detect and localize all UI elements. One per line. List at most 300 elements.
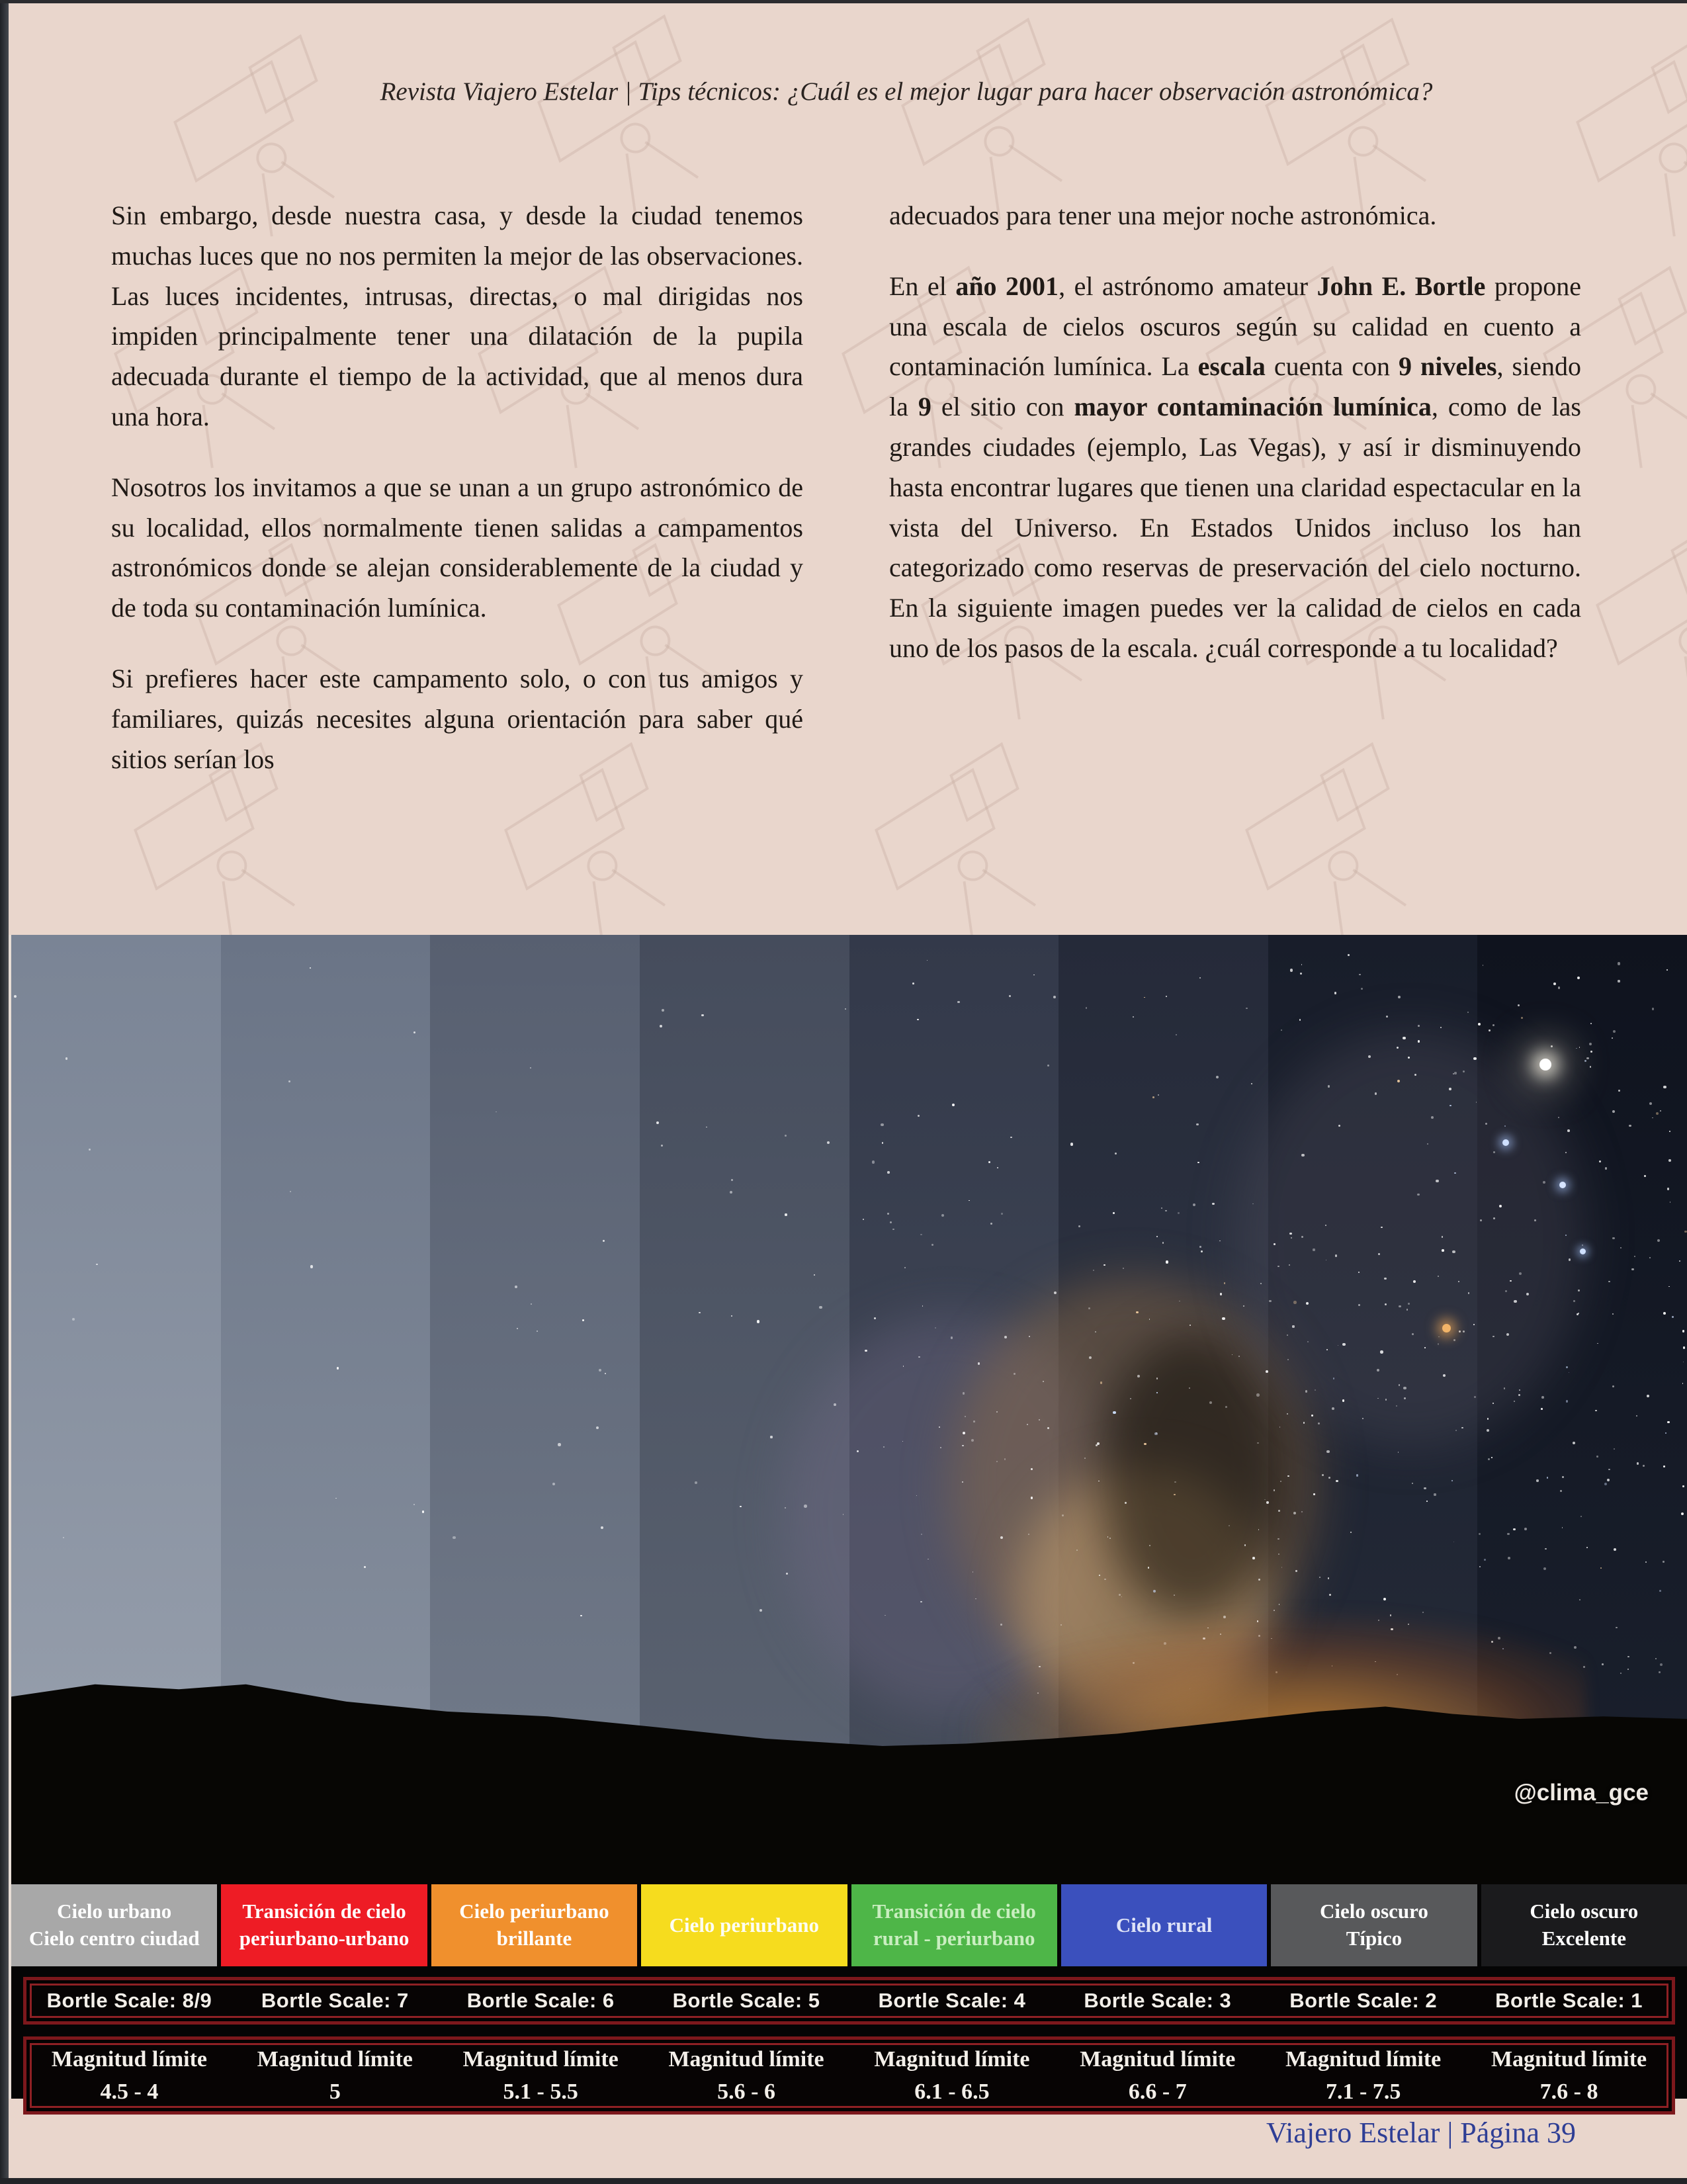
star [1440,1027,1442,1028]
star [730,1191,732,1194]
star [973,1420,975,1422]
star [1620,1247,1622,1248]
star [1579,1599,1580,1600]
star [531,1303,532,1305]
star [1449,1105,1451,1106]
star [1543,1567,1546,1570]
star [1489,1029,1490,1031]
magnitude-value: 5.6 - 6 [717,2079,775,2104]
star [1256,1393,1259,1396]
star [310,1265,313,1268]
star [1643,1465,1645,1467]
star [1384,1278,1386,1280]
star [1629,1125,1631,1127]
star [1099,1575,1100,1576]
star [1492,1024,1494,1026]
star [1098,1481,1100,1482]
star [941,1214,944,1217]
star [918,1115,920,1117]
star [582,1319,585,1322]
star [988,1161,990,1163]
star [1454,1072,1456,1074]
star [1612,1237,1615,1240]
star [1190,1325,1191,1326]
star [1399,1384,1401,1386]
star [1281,1567,1283,1568]
magnitude-value: 7.1 - 7.5 [1326,2079,1401,2104]
star [1289,1233,1292,1235]
star [1668,1159,1671,1162]
star [1219,1241,1221,1242]
star [1301,1511,1303,1512]
star [1468,1292,1469,1293]
star [1473,1057,1476,1060]
star [1322,1474,1324,1476]
star [1566,1366,1568,1368]
star [1404,1397,1406,1399]
bortle-scale-cell-5: Bortle Scale: 4 [878,1989,1026,2012]
star [1534,1219,1536,1221]
star [1569,1372,1570,1374]
star [1663,1561,1664,1562]
star [1473,1324,1475,1325]
star [1492,1403,1494,1404]
star [1300,973,1302,975]
star [1305,1390,1308,1393]
star [1119,1594,1121,1596]
star [1618,980,1620,982]
star [1589,1043,1592,1045]
star [1637,1462,1639,1465]
star [952,1104,955,1106]
star [963,1392,965,1394]
star [1027,1424,1028,1425]
star [1029,1336,1030,1337]
category-label-line: Típico [1346,1927,1403,1950]
star [337,1367,339,1370]
star [1576,1048,1577,1049]
star [1244,1544,1246,1546]
star [1649,1102,1652,1105]
star [1161,1207,1163,1209]
bortle-scale-cell-3: Bortle Scale: 6 [466,1989,615,2012]
bortle-scale-cell-4: Bortle Scale: 5 [672,1989,820,2012]
star [453,1536,455,1539]
star [1453,1339,1455,1341]
star [1166,996,1167,997]
star [1616,1627,1617,1628]
star [1454,1172,1456,1174]
magnitude-limit-cell-1 [26,2043,232,2109]
star [1647,1395,1649,1397]
star [699,1312,701,1314]
magnitude-limit-cell-6 [1055,2043,1260,2109]
star [1434,1493,1436,1495]
star [530,1067,531,1069]
star [1573,1300,1575,1302]
star [1670,1201,1671,1203]
star [1287,1413,1288,1415]
star [335,1498,337,1499]
star [903,1366,904,1367]
star [1618,1090,1620,1091]
star [1014,1373,1016,1375]
star [1269,1300,1271,1302]
star [1325,1225,1326,1226]
star [1238,1356,1240,1357]
star [1519,1272,1522,1275]
star [916,1495,918,1497]
star [1358,1304,1360,1306]
star [1130,1398,1131,1399]
magnitude-value: 5 [329,2079,341,2104]
star [962,1481,963,1482]
star [496,1112,497,1113]
star [1220,1293,1222,1295]
star [1125,1502,1127,1504]
star [1104,1579,1106,1581]
magnitude-value: 6.6 - 7 [1128,2079,1187,2104]
star [1335,1254,1337,1256]
star [1033,975,1035,976]
star [1156,1236,1158,1237]
sky-category-cell-7 [1271,1884,1477,1966]
star [1216,1076,1219,1078]
star [1582,1245,1583,1246]
star [881,1123,883,1126]
star [1612,1037,1613,1039]
star [1306,1302,1309,1305]
star [1385,1399,1387,1401]
star [1406,1309,1408,1310]
star [1222,1317,1225,1320]
star [786,1573,788,1575]
star [1326,1349,1328,1350]
star [1196,1123,1198,1125]
star [1487,1429,1489,1432]
star [1144,1443,1146,1445]
star [1485,1123,1487,1125]
star [1408,1057,1410,1059]
star [1682,1330,1685,1332]
star [902,1441,904,1442]
star [1413,1280,1416,1283]
star [1424,1347,1426,1348]
star [759,1609,762,1612]
star [1565,1152,1567,1153]
star [1656,1112,1659,1115]
star [1478,1023,1481,1026]
star [1602,1663,1604,1665]
star [1573,1442,1575,1444]
star [978,1362,980,1364]
star [990,1223,992,1225]
star [1318,1422,1320,1424]
star [1336,1480,1338,1482]
star [1342,1343,1345,1346]
star [1174,1594,1175,1596]
star [1590,1051,1592,1053]
star [1399,1305,1401,1308]
star [1579,1047,1580,1048]
star [601,1526,603,1529]
star [975,1598,976,1599]
star [1386,1016,1388,1018]
star [1504,1125,1506,1127]
star [1123,1268,1124,1269]
star [1178,1212,1179,1213]
star [63,1537,64,1538]
star [1039,1419,1040,1420]
category-label-line: Transición de cielo [242,1900,406,1923]
star [1010,1137,1012,1139]
star [1274,1243,1276,1245]
category-label-line: Cielo periurbano [669,1913,820,1937]
star [1644,1175,1645,1176]
paragraph: Nosotros los invitamos a que se unan a un grupo astronómico de su localidad, ellos normalmente tienen salidas a campamentos astronómicos donde se alejan considerablemente de la ciudad y de toda su contaminación lumínica. [111,472,803,623]
star [1649,1257,1651,1258]
category-label-line: Transición de cielo [872,1900,1036,1923]
star [1149,1545,1150,1546]
star [1383,1598,1386,1600]
star [935,1327,937,1329]
magnitude-label: Magnitud límite [462,2046,619,2072]
bortle-scale-cell-2: Bortle Scale: 7 [261,1989,409,2012]
star [1266,1370,1268,1373]
star [1514,1300,1516,1303]
page-footer: Viajero Estelar | Página 39 [1266,2117,1576,2149]
star [843,1514,844,1515]
star [1596,1456,1598,1457]
star [834,1403,836,1406]
star [1103,1264,1105,1266]
star [1252,1557,1255,1559]
star [969,1200,970,1201]
star [1412,1333,1414,1335]
star [1408,1303,1410,1305]
star [1224,1282,1225,1284]
category-label-line: Cielo periurbano [459,1900,609,1923]
star [1645,1561,1647,1563]
star [1326,1260,1327,1261]
star [1507,1533,1510,1536]
bortle-scale-row [23,1977,1675,2025]
star [1158,1094,1159,1096]
photo-credit: @clima_gce [1514,1780,1649,1806]
magnitude-label: Magnitud límite [1285,2046,1442,2072]
star [940,1447,941,1448]
star [922,1305,923,1306]
star [1504,1387,1506,1389]
star [1560,1490,1562,1492]
sky-category-cell-4 [641,1884,847,1966]
category-label-line: Excelente [1541,1927,1626,1950]
star [1605,1167,1608,1170]
star [1359,974,1360,975]
star [1260,1283,1262,1284]
star [1426,1501,1428,1502]
star [1000,1536,1003,1539]
star [1397,1080,1400,1082]
magnitude-label: Magnitud límite [1080,2046,1236,2072]
star [1113,1411,1115,1414]
star [1084,1458,1086,1459]
star [931,1244,933,1246]
star [1047,1427,1049,1429]
star [1137,1375,1140,1377]
sky-category-cell-1 [11,1884,217,1966]
star [1683,1346,1686,1349]
star [1174,1481,1176,1483]
star [1174,1494,1176,1496]
magnitude-label: Magnitud límite [51,2046,208,2072]
star [1488,1458,1490,1460]
star [1274,1489,1275,1491]
star [413,1504,415,1505]
magnitude-limit-cell-4 [644,2043,849,2109]
star [1463,1070,1465,1072]
star [1290,969,1293,971]
star [1144,997,1145,998]
blue-star [1502,1139,1509,1146]
star [1086,1007,1088,1009]
star [1053,996,1056,998]
star [857,1450,859,1452]
star [962,1445,964,1447]
star [1258,1529,1260,1530]
star [1614,1548,1616,1551]
star [72,1318,75,1321]
star [827,1141,830,1144]
star [1474,1396,1476,1398]
star [1176,1034,1177,1035]
star [290,1191,291,1192]
page-left-edge [0,0,9,2184]
star [951,1336,953,1339]
star [1524,1528,1527,1530]
star [1031,1497,1033,1499]
star [997,1167,998,1168]
star [1607,1479,1610,1481]
star [1660,1110,1661,1112]
star [517,1328,518,1329]
star [1166,1260,1168,1263]
star [1375,1092,1377,1094]
sky-category-cell-6 [1061,1884,1267,1966]
star [660,1025,662,1027]
star [1179,1301,1180,1302]
star [1679,1260,1680,1262]
bortle-scale-cell-8: Bortle Scale: 1 [1495,1989,1643,2012]
star [1672,1316,1674,1318]
star [1492,1336,1494,1337]
star [1028,1534,1030,1536]
star [1232,1354,1233,1355]
star [1627,1669,1629,1670]
star [1062,1514,1064,1516]
star [1620,1673,1622,1674]
star [1578,1289,1580,1291]
star [1612,1110,1615,1113]
star [1319,1577,1320,1578]
magnitude-limit-row [23,2036,1675,2115]
star [1427,1143,1428,1145]
star [656,1121,659,1124]
star [1289,1264,1290,1266]
magnitude-label: Magnitud límite [668,2046,824,2072]
star [1156,1377,1158,1379]
star [662,1009,664,1012]
star [1438,1336,1440,1338]
star [580,1615,582,1616]
star [1095,1331,1096,1332]
star [1683,1362,1684,1363]
star [1328,1085,1330,1088]
star [1193,1203,1195,1206]
star [845,1008,846,1010]
star [1313,1493,1315,1495]
sky-category-cell-3 [431,1884,637,1966]
star [1449,1088,1451,1090]
category-label-line: Cielo rural [1115,1913,1213,1937]
star [1279,1604,1280,1605]
star [731,1179,733,1181]
star [996,1411,998,1413]
star [1361,988,1363,990]
star [1113,1212,1115,1214]
star [1299,1019,1301,1021]
star [1136,1311,1138,1313]
page-top-edge [0,0,1687,3]
star [1398,996,1401,998]
star [701,1014,704,1017]
star [1506,1333,1509,1336]
star [1566,1400,1569,1403]
star [1665,1432,1666,1434]
paragraph: Sin embargo, desde nuestra casa, y desde la ciudad tenemos muchas luces que no nos permiten la mejor de las observaciones. Las luces incidentes, intrusas, directas, o mal dirigidas nos impiden principalmente tener una dilatación de la pupila adecuada durante el tiempo de la actividad, que al menos dura una hora. [111,200,803,431]
star [288,1080,290,1082]
star [1442,1236,1443,1237]
star [1209,1401,1212,1404]
star [1458,1281,1459,1282]
star [1377,1398,1378,1399]
star [1264,1499,1265,1500]
star [1277,1538,1279,1540]
star [996,1461,998,1462]
magnitude-value: 7.6 - 8 [1539,2079,1598,2104]
sky-category-cell-8 [1481,1884,1687,1966]
star [1332,1407,1334,1410]
article-columns [111,196,1581,810]
star [1307,1341,1309,1342]
star [921,1534,922,1535]
star [1536,1479,1538,1481]
category-label-line: brillante [496,1927,572,1950]
star [1414,1074,1416,1076]
magnitude-limit-cell-8 [1466,2043,1672,2109]
star [1652,1008,1654,1010]
blue-star [1580,1248,1586,1254]
star [1518,1394,1520,1396]
star [1558,1117,1560,1119]
magnitude-limit-cell-2 [232,2043,438,2109]
star [1417,1194,1419,1196]
star [971,1439,974,1442]
star [1301,964,1303,965]
star [1287,1475,1289,1477]
star [1246,1008,1247,1009]
sky-category-row [11,1884,1687,1966]
